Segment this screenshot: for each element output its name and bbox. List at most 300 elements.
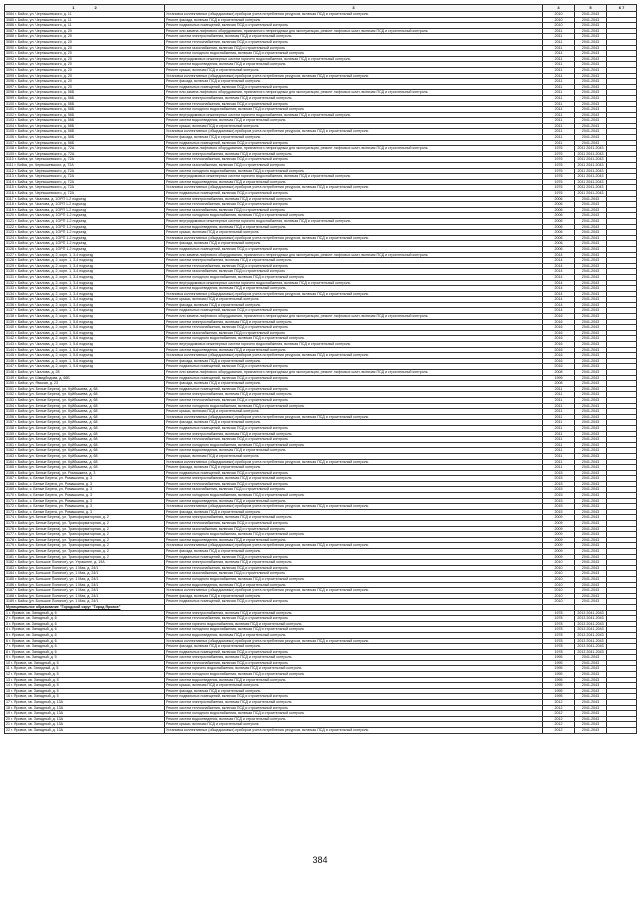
work-type-cell: Установка коллективных (общедомовых) приборов учета потребления ресурсов, включая ПСД и строительный контроль [165,543,543,549]
work-type-cell: Ремонт систем газоснабжения, включая ПСД и строительный контроль [165,207,543,213]
address-cell: 3118 г. Бийск, ул. Чкалова, д. 1ОРП 1-2 подъезд [5,202,165,208]
work-type-cell: Ремонт фасада, включая ПСД и строительный контроль [165,593,543,599]
planned-period-cell: 2013 2041-2043 [575,610,607,616]
planned-period-cell: 2011 2041-2043 [575,151,607,157]
address-cell: 3125 г. Бийск, ул. Чкалова, д. 1ОРП 1-2 подъезд [5,241,165,247]
address-cell: 3161 г. Бийск (ул. Белые Берега), ул. Куйбышева, д. 68 [5,442,165,448]
year-cell: 2016 [543,330,575,336]
planned-period-cell: 2013 2041-2043 [575,632,607,638]
year-cell: 2011 [543,118,575,124]
year-cell: 1995 [543,672,575,678]
address-cell: 3100 г. Бийск, ул. Чернышевского, д. 56Б [5,101,165,107]
planned-period-cell: 2041-2043 [575,274,607,280]
address-cell: 3129 г. Бийск, ул. Чкалова, д. 2, корп. 1, 3-4 подъезд [5,263,165,269]
work-type-cell: Ремонт или замена лифтового оборудования, признанного непригодным для эксплуатации, ремонт лифтовых шахт, включая ПСД и строительный контроль [165,28,543,34]
address-cell: 3169 г. Бийск, с. Белые Берега, ул. Ромашкина, д. 3 [5,487,165,493]
work-type-cell: Ремонт систем теплоснабжения, включая ПСД и строительный контроль [165,437,543,443]
year-cell: 2011 [543,409,575,415]
work-type-cell: Ремонт систем электроснабжения, включая ПСД и строительный контроль [165,515,543,521]
year-cell: 2011 [543,84,575,90]
planned-period-cell: 2041-2043 [575,51,607,57]
year-cell: 2010 [543,23,575,29]
work-type-cell: Ремонт систем теплоснабжения, включая ПСД и строительный контроль [165,481,543,487]
work-type-cell: Ремонт крыши, включая ПСД и строительный контроль [165,123,543,129]
planned-period-cell: 2041-2043 [575,252,607,258]
address-cell: 3112 г. Бийск, ул. Чернышевского, д. 72А [5,168,165,174]
work-type-cell: Ремонт систем горячего водоснабжения, включая ПСД и строительный контроль [165,666,543,672]
work-type-cell: Установка коллективных (общедомовых) приборов учета потребления ресурсов, включая ПСД и строительный контроль [165,291,543,297]
address-cell: 3101 г. Бийск, ул. Чернышевского, д. 56Б [5,107,165,113]
address-cell: 1 г. Яровое, кв. Западный, д. 6 [5,610,165,616]
address-cell: 8 г. Яровое, кв. Западный, д. 6 [5,649,165,655]
planned-period-cell: 2041-2043 [575,532,607,538]
address-cell: 3170 г. Бийск, с. Белые Берега, ул. Ромашкина, д. 3 [5,493,165,499]
address-cell: 3097 г. Бийск, ул. Чернышевского, д. 20 [5,84,165,90]
address-cell: 3130 г. Бийск, ул. Чкалова, д. 2, корп. 1, 3-4 подъезд [5,269,165,275]
planned-period-cell: 2013 2041-2043 [575,638,607,644]
work-type-cell: Ремонт систем водоотведения, включая ПСД и строительный контроль [165,179,543,185]
address-cell: 3157 г. Бийск (ул. Белые Берега), ул. Куйбышева, д. 68 [5,420,165,426]
year-cell: 1978 [543,627,575,633]
year-cell: 2010 [543,17,575,23]
address-cell: 3111 г. Бийск, ул. Чернышевского, д. 72А [5,163,165,169]
document-sheet [4,4,636,734]
planned-period-cell: 2041-2043 [575,235,607,241]
work-type-cell: Установка коллективных (общедомовых) приборов учета потребления ресурсов, включая ПСД и строительный контроль [165,185,543,191]
work-type-cell: Установка коллективных (общедомовых) приборов учета потребления ресурсов, включая ПСД и строительный контроль [165,129,543,135]
address-cell: 3091 г. Бийск, ул. Чернышевского, д. 20 [5,51,165,57]
work-type-cell: Ремонт систем теплоснабжения, включая ПСД и строительный контроль [165,397,543,403]
work-type-cell: Ремонт систем электроснабжения, включая ПСД и строительный контроль [165,319,543,325]
address-cell: 3148 г. Бийск, ул. Чкалова, д. 28 [5,370,165,376]
work-type-cell: Ремонт подвальных помещений, включая ПСД и строительный контроль [165,375,543,381]
year-cell: 2011 [543,62,575,68]
year-cell: 1995 [543,683,575,689]
address-cell: 3141 г. Бийск, ул. Чкалова, д. 2, корп. 1, 5-6 подъезд [5,330,165,336]
year-cell: 2011 [543,420,575,426]
work-type-cell: Установка коллективных (общедомовых) приборов учета потребления ресурсов, включая ПСД и строительный контроль [165,73,543,79]
planned-period-cell: 2041-2043 [575,224,607,230]
planned-period-cell: 2041-2043 [575,521,607,527]
address-cell: 3133 г. Бийск, ул. Чкалова, д. 2, корп. 1, 3-4 подъезд [5,286,165,292]
address-cell: 3095 г. Бийск, ул. Чернышевского, д. 20 [5,73,165,79]
planned-period-cell: 2041-2043 [575,353,607,359]
address-cell: 3156 г. Бийск (ул. Белые Берега), ул. Куйбышева, д. 68 [5,414,165,420]
address-cell: 3163 г. Бийск (ул. Белые Берега), ул. Куйбышева, д. 68 [5,453,165,459]
work-type-cell: Ремонт систем холодного водоснабжения, включая ПСД и строительный контроль [165,274,543,280]
address-cell: 3107 г. Бийск, ул. Чернышевского, д. 56Б [5,140,165,146]
year-cell: 2006 [543,224,575,230]
work-type-cell: Ремонт фасада, включая ПСД и строительный контроль [165,420,543,426]
work-type-cell: Ремонт систем газоснабжения, включая ПСД и строительный контроль [165,45,543,51]
address-cell: 3140 г. Бийск, ул. Чкалова, д. 2, корп. 1, 5-6 подъезд [5,325,165,331]
work-type-cell: Ремонт крыши, включая ПСД и строительный контроль [165,722,543,728]
address-cell: 3166 г. Бийск (ул. Белые Берега), ул. Ромашкина, д. 3 [5,470,165,476]
planned-period-cell: 2011 2041-2043 [575,157,607,163]
address-cell: 3139 г. Бийск, ул. Чкалова, д. 2, корп. 1, 5-6 подъезд [5,319,165,325]
work-type-cell: Установка коллективных (общедомовых) приборов учета потребления ресурсов, включая ПСД и строительный контроль [165,235,543,241]
work-type-cell: Ремонт внутридомовых инженерных систем горячего водоснабжения, включая ПСД и строительный контроль [165,342,543,348]
address-cell: 3122 г. Бийск, ул. Чкалова, д. 1ОРП 1-2 подъезд [5,224,165,230]
address-cell: 3149 г. Бийск, ул. Шмидбидова, д. 66Б [5,375,165,381]
address-cell: 3168 г. Бийск, с. Белые Берега, ул. Ромашкина, д. 3 [5,481,165,487]
work-type-cell: Ремонт внутридомовых инженерных систем горячего водоснабжения, включая ПСД и строительный контроль [165,280,543,286]
work-type-cell: Ремонт систем газоснабжения, включая ПСД и строительный контроль [165,163,543,169]
address-cell: 3176 г. Бийск (ул. Белые Берега), ул. Трансформаторная, д. 2 [5,526,165,532]
planned-period-cell: 2011 2041-2043 [575,174,607,180]
year-cell: 2012 [543,705,575,711]
planned-period-cell: 2041-2043 [575,543,607,549]
work-type-cell: Ремонт или замена лифтового оборудования, признанного непригодным для эксплуатации, ремонт лифтовых шахт, включая ПСД и строительный контроль [165,370,543,376]
year-cell: 1976 [543,163,575,169]
work-type-cell: Ремонт подвальных помещений, включая ПСД и строительный контроль [165,470,543,476]
work-type-cell: Ремонт или замена лифтового оборудования, признанного непригодным для эксплуатации, ремонт лифтовых шахт, включая ПСД и строительный контроль [165,314,543,320]
year-cell: 2014 [543,286,575,292]
address-cell: 14 г. Яровое, кв. Западный, д. 5 [5,683,165,689]
address-cell: 20 г. Яровое, кв. Западный, д. 13А [5,716,165,722]
planned-period-cell: 2041-2043 [575,28,607,34]
address-cell: 3187 г. Бийск (ул. Большое Полиное), ул. 1 Мая, д. 24/1 [5,588,165,594]
planned-period-cell: 2041-2043 [575,448,607,454]
address-cell: 3128 г. Бийск, ул. Чкалова, д. 2, корп. 1, 3-4 подъезд [5,258,165,264]
address-cell: 3154 г. Бийск (ул. Белые Берега), ул. Куйбышева, д. 68 [5,403,165,409]
planned-period-cell: 2041-2043 [575,90,607,96]
work-type-cell: Установка коллективных (общедомовых) приборов учета потребления ресурсов, включая ПСД и строительный контроль [165,638,543,644]
year-cell: 1999 [543,375,575,381]
address-cell: 3171 г. Бийск, с. Белые Берега, ул. Ромашкина, д. 3 [5,498,165,504]
work-type-cell: Ремонт систем водоотведения, включая ПСД и строительный контроль [165,582,543,588]
address-cell: 3106 г. Бийск, ул. Чернышевского, д. 56Б [5,135,165,141]
year-cell: 1995 [543,694,575,700]
work-type-cell: Ремонт систем холодного водоснабжения, включая ПСД и строительный контроль [165,493,543,499]
planned-period-cell: 2041-2043 [575,73,607,79]
planned-period-cell: 2041-2043 [575,571,607,577]
work-type-cell: Ремонт систем водоотведения, включая ПСД и строительный контроль [165,286,543,292]
year-cell: 2015 [543,481,575,487]
planned-period-cell: 2041-2043 [575,375,607,381]
year-cell: 2009 [543,554,575,560]
work-type-cell: Ремонт систем теплоснабжения, включая ПСД и строительный контроль [165,101,543,107]
planned-period-cell: 2041-2043 [575,319,607,325]
planned-period-cell: 2013 2041-2043 [575,627,607,633]
year-cell: 2011 [543,51,575,57]
work-type-cell: Ремонт систем газоснабжения, включая ПСД и строительный контроль [165,571,543,577]
work-type-cell: Ремонт фасада, включая ПСД и строительный контроль [165,302,543,308]
planned-period-cell: 2041-2043 [575,246,607,252]
planned-period-cell: 2041-2043 [575,241,607,247]
address-cell: 12 г. Яровое, кв. Западный, д. 5 [5,672,165,678]
planned-period-cell: 2013 2041-2043 [575,621,607,627]
year-cell: 2015 [543,476,575,482]
year-cell: 2011 [543,34,575,40]
planned-period-cell: 2041-2043 [575,258,607,264]
year-cell: 2015 [543,493,575,499]
column-header-3: 3 [165,5,543,12]
year-cell: 2010 [543,582,575,588]
address-cell: 3098 г. Бийск, ул. Чернышевского, д. 56Б [5,90,165,96]
year-cell: 2015 [543,504,575,510]
work-type-cell: Ремонт систем электроснабжения, включая ПСД и строительный контроль [165,258,543,264]
year-cell: 2015 [543,470,575,476]
year-cell: 2014 [543,302,575,308]
work-type-cell: Ремонт систем газоснабжения, включая ПСД и строительный контроль [165,526,543,532]
address-cell: 3089 г. Бийск, ул. Чернышевского, д. 20 [5,39,165,45]
planned-period-cell: 2041-2043 [575,101,607,107]
address-cell: 3181 г. Бийск (ул. Белые Берега), ул. Трансформаторная, д. 2 [5,554,165,560]
address-cell: 3150 г. Бийск, ул. Ямская, д. 23 [5,381,165,387]
year-cell: 2006 [543,235,575,241]
address-cell: 9 г. Яровое, кв. Западный, д. 5 [5,655,165,661]
year-cell: 2010 [543,593,575,599]
year-cell: 2014 [543,274,575,280]
work-type-cell: Ремонт фасада, включая ПСД и строительный контроль [165,644,543,650]
address-cell: 2 г. Яровое, кв. Западный, д. 6 [5,616,165,622]
work-type-cell: Ремонт или замена лифтового оборудования, признанного непригодным для эксплуатации, ремонт лифтовых шахт, включая ПСД и строительный контроль [165,90,543,96]
year-cell: 2010 [543,571,575,577]
year-cell: 2006 [543,213,575,219]
year-cell: 2011 [543,465,575,471]
planned-period-cell: 2041-2043 [575,62,607,68]
year-cell: 2009 [543,526,575,532]
year-cell: 2011 [543,67,575,73]
planned-period-cell: 2041-2043 [575,487,607,493]
year-cell: 2009 [543,532,575,538]
planned-period-cell: 2041-2043 [575,425,607,431]
year-cell: 2014 [543,308,575,314]
address-cell: 16 г. Яровое, кв. Западный, д. 5 [5,694,165,700]
year-cell: 2011 [543,140,575,146]
work-type-cell: Ремонт внутридомовых инженерных систем горячего водоснабжения, включая ПСД и строительный контроль [165,174,543,180]
work-type-cell: Ремонт систем водоотведения, включая ПСД и строительный контроль [165,498,543,504]
year-cell: 2009 [543,521,575,527]
work-type-cell: Ремонт подвальных помещений, включая ПСД и строительный контроль [165,554,543,560]
planned-period-cell: 2041-2043 [575,481,607,487]
planned-period-cell: 2041-2043 [575,711,607,717]
work-type-cell: Ремонт подвальных помещений, включая ПСД и строительный контроль [165,599,543,605]
planned-period-cell: 2013 2041-2043 [575,616,607,622]
work-type-cell: Ремонт систем холодного водоснабжения, включая ПСД и строительный контроль [165,168,543,174]
year-cell: 2014 [543,263,575,269]
planned-period-cell: 2041-2043 [575,286,607,292]
address-cell: 3084 г. Бийск, ул. Чернышевского, д. 11 [5,12,165,18]
year-cell: 2011 [543,442,575,448]
address-cell: 3145 г. Бийск, ул. Чкалова, д. 2, корп. 1, 5-6 подъезд [5,353,165,359]
address-cell: 3116 г. Бийск, ул. Чернышевского, д. 72А [5,191,165,197]
work-type-cell: Ремонт систем холодного водоснабжения, включая ПСД и строительный контроль [165,532,543,538]
work-type-cell: Установка коллективных (общедомовых) приборов учета потребления ресурсов, включая ПСД и строительный контроль [165,12,543,18]
work-type-cell: Ремонт фасада, включая ПСД и строительный контроль [165,358,543,364]
work-type-cell: Ремонт систем водоотведения, включая ПСД и строительный контроль [165,716,543,722]
address-cell: 19 г. Яровое, кв. Западный, д. 13А [5,711,165,717]
work-type-cell: Ремонт систем холодного водоснабжения, включая ПСД и строительный контроль [165,403,543,409]
work-type-cell: Ремонт внутридомовых инженерных систем горячего водоснабжения, включая ПСД и строительный контроль [165,218,543,224]
planned-period-cell: 2041-2043 [575,325,607,331]
column-header-1-2: 1 2 [5,5,165,12]
planned-period-cell: 2041-2043 [575,213,607,219]
year-cell: 2011 [543,431,575,437]
planned-period-cell: 2041-2043 [575,302,607,308]
work-type-cell: Ремонт систем газоснабжения, включая ПСД и строительный контроль [165,269,543,275]
address-cell: 3094 г. Бийск, ул. Чернышевского, д. 20 [5,67,165,73]
work-type-cell: Ремонт подвальных помещений, включая ПСД и строительный контроль [165,694,543,700]
address-cell: 3151 г. Бийск (ул. Белые Берега), ул. Куйбышева, д. 68 [5,386,165,392]
planned-period-cell: 2041-2043 [575,683,607,689]
column-header-6-7: 6 7 [607,5,637,12]
planned-period-cell: 2041-2043 [575,23,607,29]
address-cell: 17 г. Яровое, кв. Западный, д. 13А [5,700,165,706]
work-type-cell: Ремонт подвальных помещений, включая ПСД и строительный контроль [165,364,543,370]
year-cell: 2011 [543,39,575,45]
work-type-cell: Ремонт фасада, включая ПСД и строительный контроль [165,549,543,555]
year-cell: 2011 [543,437,575,443]
year-cell: 2012 [543,700,575,706]
year-cell: 2011 [543,56,575,62]
blank-cell [607,728,637,734]
work-type-cell: Ремонт систем теплоснабжения, включая ПСД и строительный контроль [165,705,543,711]
year-cell: 2011 [543,45,575,51]
work-type-cell: Ремонт фасада, включая ПСД и строительный контроль [165,465,543,471]
year-cell: 1976 [543,179,575,185]
planned-period-cell: 2041-2043 [575,588,607,594]
year-cell: 1976 [543,157,575,163]
work-type-cell: Ремонт или замена лифтового оборудования, признанного непригодным для эксплуатации, ремонт лифтовых шахт, включая ПСД и строительный контроль [165,146,543,152]
work-type-cell: Ремонт фасада, включая ПСД и строительный контроль [165,17,543,23]
year-cell: 1978 [543,649,575,655]
planned-period-cell: 2041-2043 [575,688,607,694]
address-cell: 3153 г. Бийск (ул. Белые Берега), ул. Куйбышева, д. 68 [5,397,165,403]
address-cell: 3126 г. Бийск, ул. Чкалова, д. 1ОРП 1-2 подъезд [5,246,165,252]
planned-period-cell: 2041-2043 [575,509,607,515]
year-cell: 2010 [543,565,575,571]
address-cell: 3167 г. Бийск, с. Белые Берега, ул. Ромашкина, д. 3 [5,476,165,482]
work-type-cell: Ремонт систем водоотведения, включая ПСД и строительный контроль [165,347,543,353]
planned-period-cell: 2041-2043 [575,392,607,398]
address-cell: 10 г. Яровое, кв. Западный, д. 5 [5,660,165,666]
work-type-cell: Ремонт систем теплоснабжения, включая ПСД и строительный контроль [165,521,543,527]
planned-period-cell: 2041-2043 [575,129,607,135]
work-type-cell: Установка коллективных (общедомовых) приборов учета потребления ресурсов, включая ПСД и строительный контроль [165,588,543,594]
year-cell: 1978 [543,632,575,638]
planned-period-cell: 2041-2043 [575,95,607,101]
work-type-cell: Ремонт систем газоснабжения, включая ПСД и строительный контроль [165,330,543,336]
year-cell: 2011 [543,95,575,101]
work-type-cell: Ремонт систем холодного водоснабжения, включая ПСД и строительный контроль [165,51,543,57]
planned-period-cell: 2041-2043 [575,397,607,403]
work-type-cell: Ремонт систем водоотведения, включая ПСД и строительный контроль [165,448,543,454]
year-cell: 2006 [543,207,575,213]
address-cell: 3147 г. Бийск, ул. Чкалова, д. 2, корп. 1, 5-6 подъезд [5,364,165,370]
work-type-cell: Ремонт систем теплоснабжения, включая ПСД и строительный контроль [165,616,543,622]
address-cell: 3183 г. Бийск (ул. Большое Полиное), ул. 1 Мая, д. 24/1 [5,565,165,571]
work-type-cell: Ремонт систем электроснабжения, включая ПСД и строительный контроль [165,476,543,482]
year-cell: 2011 [543,28,575,34]
address-cell: 3119 г. Бийск, ул. Чкалова, д. 1ОРП 1-2 подъезд [5,207,165,213]
planned-period-cell: 2041-2043 [575,342,607,348]
address-cell: 3160 г. Бийск (ул. Белые Берега), ул. Куйбышева, д. 68 [5,437,165,443]
work-type-cell: Установка коллективных (общедомовых) приборов учета потребления ресурсов, включая ПСД и строительный контроль [165,504,543,510]
planned-period-cell: 2041-2043 [575,414,607,420]
year-cell: 2012 [543,711,575,717]
work-type-cell: Ремонт систем холодного водоснабжения, включая ПСД и строительный контроль [165,213,543,219]
planned-period-cell: 2041-2043 [575,700,607,706]
work-type-cell: Ремонт систем теплоснабжения, включая ПСД и строительный контроль [165,325,543,331]
planned-period-cell: 2041-2043 [575,560,607,566]
work-type-cell: Ремонт систем теплоснабжения, включая ПСД и строительный контроль [165,157,543,163]
work-type-cell: Ремонт систем холодного водоснабжения, включая ПСД и строительный контроль [165,336,543,342]
year-cell: 2008 [543,370,575,376]
address-cell: 3088 г. Бийск, ул. Чернышевского, д. 20 [5,34,165,40]
address-cell: 3144 г. Бийск, ул. Чкалова, д. 2, корп. 1, 5-6 подъезд [5,347,165,353]
work-type-cell: Ремонт подвальных помещений, включая ПСД и строительный контроль [165,23,543,29]
address-cell: 3102 г. Бийск, ул. Чернышевского, д. 56Б [5,112,165,118]
address-cell: 3165 г. Бийск (ул. Белые Берега), ул. Куйбышева, д. 68 [5,465,165,471]
address-cell: 3179 г. Бийск (ул. Белые Берега), ул. Трансформаторная, д. 2 [5,543,165,549]
year-cell: 2015 [543,498,575,504]
planned-period-cell: 2041-2043 [575,666,607,672]
year-cell: 2014 [543,297,575,303]
work-type-cell: Ремонт фасада, включая ПСД и строительный контроль [165,381,543,387]
work-type-cell: Ремонт крыши, включая ПСД и строительный контроль [165,230,543,236]
year-cell: 2009 [543,515,575,521]
work-type-cell: Ремонт систем электроснабжения, включая ПСД и строительный контроль [165,560,543,566]
work-type-cell: Установка коллективных (общедомовых) приборов учета потребления ресурсов, включая ПСД и строительный контроль [165,414,543,420]
planned-period-cell: 2041-2043 [575,314,607,320]
year-cell: 2008 [543,381,575,387]
year-cell: 1976 [543,151,575,157]
address-cell: 3155 г. Бийск (ул. Белые Берега), ул. Куйбышева, д. 68 [5,409,165,415]
work-type-cell: Установка коллективных (общедомовых) приборов учета потребления ресурсов, включая ПСД и строительный контроль [165,353,543,359]
address-cell: 3090 г. Бийск, ул. Чернышевского, д. 20 [5,45,165,51]
year-cell: 2011 [543,392,575,398]
planned-period-cell: 2041-2043 [575,549,607,555]
year-cell: 2010 [543,576,575,582]
work-type-cell: Ремонт систем теплоснабжения, включая ПСД и строительный контроль [165,39,543,45]
work-type-cell: Ремонт систем холодного водоснабжения, включая ПСД и строительный контроль [165,711,543,717]
work-type-cell: Ремонт систем горячего водоснабжения, включая ПСД и строительный контроль [165,621,543,627]
address-cell: 3137 г. Бийск, ул. Чкалова, д. 2, корп. 1, 3-4 подъезд [5,308,165,314]
year-cell: 2011 [543,73,575,79]
year-cell: 2011 [543,397,575,403]
year-cell: 2016 [543,364,575,370]
planned-period-cell: 2041-2043 [575,218,607,224]
address-cell: 3175 г. Бийск (ул. Белые Берега), ул. Трансформаторная, д. 2 [5,521,165,527]
planned-period-cell: 2041-2043 [575,465,607,471]
year-cell: 2016 [543,325,575,331]
work-type-cell: Ремонт крыши, включая ПСД и строительный контроль [165,409,543,415]
planned-period-cell: 2041-2043 [575,431,607,437]
address-cell: 3115 г. Бийск, ул. Чернышевского, д. 72А [5,185,165,191]
planned-period-cell: 2041-2043 [575,493,607,499]
year-cell: 2010 [543,12,575,18]
address-cell: 3178 г. Бийск (ул. Белые Берега), ул. Трансформаторная, д. 2 [5,537,165,543]
planned-period-cell: 2041-2043 [575,112,607,118]
planned-period-cell: 2041-2043 [575,291,607,297]
address-cell: 3159 г. Бийск (ул. Белые Берега), ул. Куйбышева, д. 68 [5,431,165,437]
work-type-cell: Ремонт систем электроснабжения, включая ПСД и строительный контроль [165,655,543,661]
work-type-cell: Ремонт систем холодного водоснабжения, включая ПСД и строительный контроль [165,672,543,678]
work-type-cell: Ремонт фасада, включая ПСД и строительный контроль [165,509,543,515]
planned-period-cell: 2041-2043 [575,504,607,510]
planned-period-cell: 2011 2041-2043 [575,163,607,169]
work-type-cell: Ремонт систем водоотведения, включая ПСД и строительный контроль [165,118,543,124]
year-cell: 2016 [543,358,575,364]
planned-period-cell: 2041-2043 [575,694,607,700]
planned-period-cell: 2041-2043 [575,280,607,286]
planned-period-cell: 2041-2043 [575,655,607,661]
year-cell: 2010 [543,560,575,566]
year-cell: 2014 [543,291,575,297]
year-cell: 2014 [543,280,575,286]
